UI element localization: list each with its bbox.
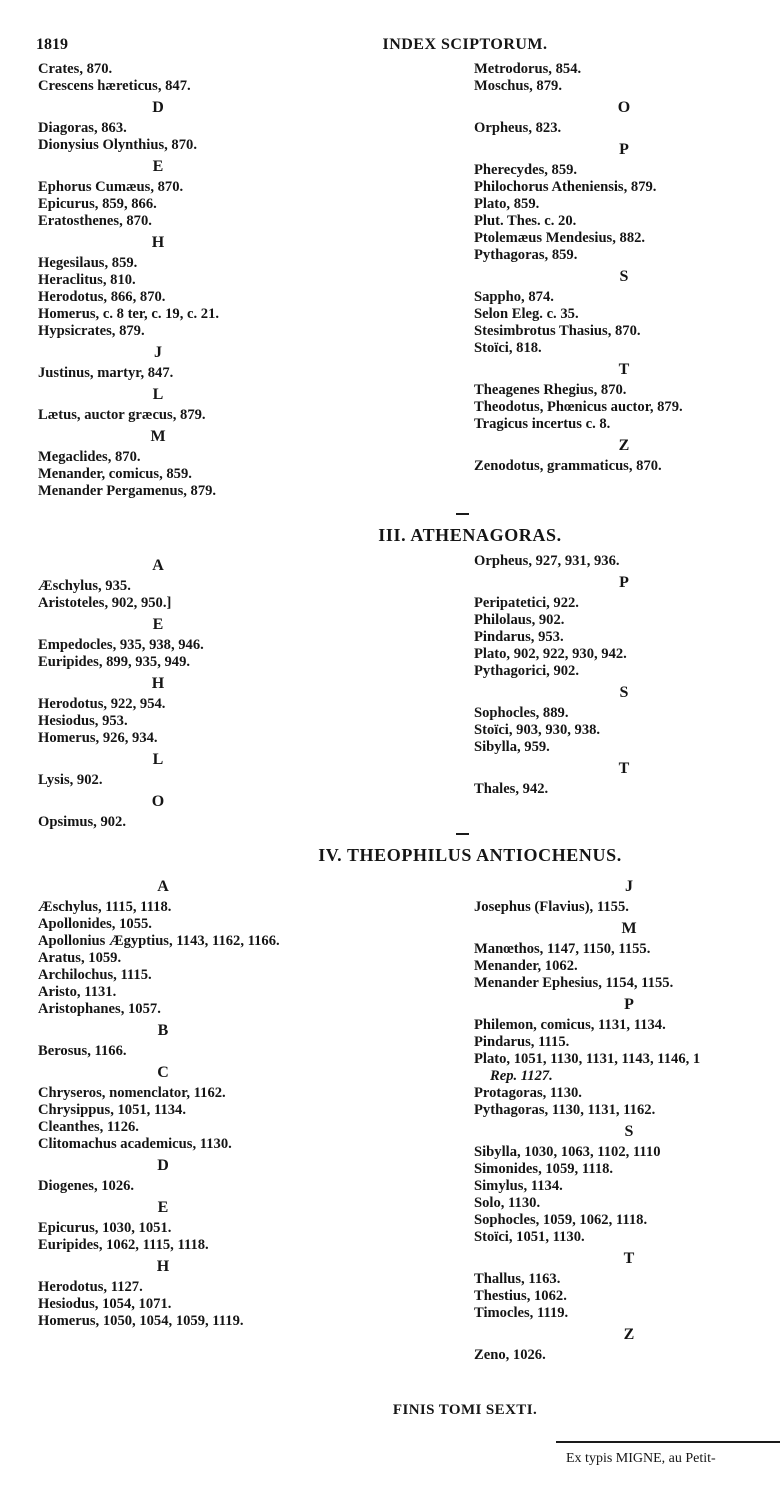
index-entry: Plato, 859. xyxy=(474,196,540,212)
index-entry: Theodotus, Phœnicus auctor, 879. xyxy=(474,399,683,415)
index-entry: Aristo, 1131. xyxy=(38,984,117,1000)
index-entry: Pindarus, 953. xyxy=(474,629,564,645)
index-letter-heading: A xyxy=(157,878,169,895)
index-entry: Herodotus, 866, 870. xyxy=(38,289,166,305)
index-entry: Epicurus, 1030, 1051. xyxy=(38,1220,172,1236)
index-subentry: Rep. 1127. xyxy=(490,1068,553,1084)
index-letter-heading: P xyxy=(624,996,634,1013)
index-letter-heading: E xyxy=(157,1199,169,1216)
section-1-left-column xyxy=(38,61,278,500)
index-entry: Diagoras, 863. xyxy=(38,120,127,136)
index-entry: Ptolemæus Mendesius, 882. xyxy=(474,230,646,246)
index-entry: Aristophanes, 1057. xyxy=(38,1001,161,1017)
index-letter-heading: E xyxy=(152,616,164,633)
index-entry: Euripides, 1062, 1115, 1118. xyxy=(38,1237,209,1253)
index-entry: Stoïci, 818. xyxy=(474,340,542,356)
index-letter-heading: O xyxy=(151,793,165,810)
index-entry: Pindarus, 1115. xyxy=(474,1034,570,1050)
index-letter-heading: S xyxy=(619,268,629,285)
index-letter-heading: M xyxy=(150,428,166,445)
index-entry: Orpheus, 927, 931, 936. xyxy=(474,553,620,569)
index-entry: Menander, comicus, 859. xyxy=(38,466,192,482)
finis-line: FINIS TOMI SEXTI. xyxy=(392,1402,538,1418)
index-entry: Philemon, comicus, 1131, 1134. xyxy=(474,1017,666,1033)
index-entry: Empedocles, 935, 938, 946. xyxy=(38,637,204,653)
index-letter-heading: C xyxy=(157,1064,169,1081)
index-entry: Berosus, 1166. xyxy=(38,1043,127,1059)
index-entry: Herodotus, 1127. xyxy=(38,1279,143,1295)
section-1-right-column xyxy=(474,61,774,475)
index-entry: Stoïci, 903, 930, 938. xyxy=(474,722,601,738)
index-letter-heading: M xyxy=(621,920,637,937)
index-entry: Pherecydes, 859. xyxy=(474,162,578,178)
index-entry: Thestius, 1062. xyxy=(474,1288,567,1304)
index-entry: Sappho, 874. xyxy=(474,289,554,305)
index-entry: Pythagorici, 902. xyxy=(474,663,579,679)
index-entry: Pythagoras, 1130, 1131, 1162. xyxy=(474,1102,656,1118)
index-letter-heading: D xyxy=(152,99,164,116)
index-letter-heading: P xyxy=(619,574,629,591)
index-entry: Opsimus, 902. xyxy=(38,814,126,830)
index-entry: Lætus, auctor græcus, 879. xyxy=(38,407,206,423)
index-entry: Josephus (Flavius), 1155. xyxy=(474,899,629,915)
index-letter-heading: E xyxy=(152,158,164,175)
index-entry: Simylus, 1134. xyxy=(474,1178,563,1194)
index-entry: Philolaus, 902. xyxy=(474,612,565,628)
index-entry: Timocles, 1119. xyxy=(474,1305,569,1321)
index-entry: Megaclides, 870. xyxy=(38,449,141,465)
index-entry: Orpheus, 823. xyxy=(474,120,562,136)
index-entry: Herodotus, 922, 954. xyxy=(38,696,166,712)
index-entry: Apollonius Ægyptius, 1143, 1162, 1166. xyxy=(38,933,280,949)
index-entry: Chrysippus, 1051, 1134. xyxy=(38,1102,187,1118)
printer-imprint: Ex typis MIGNE, au Petit- xyxy=(566,1451,716,1466)
index-letter-heading: L xyxy=(152,751,164,768)
index-entry: Stoïci, 1051, 1130. xyxy=(474,1229,585,1245)
index-entry: Lysis, 902. xyxy=(38,772,103,788)
index-entry: Eratosthenes, 870. xyxy=(38,213,152,229)
index-entry: Philochorus Atheniensis, 879. xyxy=(474,179,657,195)
running-head: INDEX SCIPTORUM. xyxy=(382,36,548,53)
index-letter-heading: Z xyxy=(623,1326,635,1343)
index-letter-heading: P xyxy=(619,141,629,158)
imprint-rule xyxy=(556,1441,780,1443)
index-entry: Aristoteles, 902, 950.] xyxy=(38,595,172,611)
index-entry: Plato, 902, 922, 930, 942. xyxy=(474,646,627,662)
index-entry: Selon Eleg. c. 35. xyxy=(474,306,579,322)
index-entry: Hesiodus, 953. xyxy=(38,713,128,729)
index-entry: Protagoras, 1130. xyxy=(474,1085,582,1101)
index-letter-heading: Z xyxy=(618,437,630,454)
section-2-right-column xyxy=(474,553,774,798)
index-entry: Homerus, c. 8 ter, c. 19, c. 21. xyxy=(38,306,220,322)
index-entry: Menander Pergamenus, 879. xyxy=(38,483,217,499)
index-entry: Sibylla, 1030, 1063, 1102, 1110 xyxy=(474,1144,661,1160)
index-letter-heading: A xyxy=(152,557,164,574)
index-entry: Crescens hæreticus, 847. xyxy=(38,78,191,94)
index-letter-heading: T xyxy=(618,760,630,777)
index-entry: Thales, 942. xyxy=(474,781,549,797)
index-letter-heading: L xyxy=(152,386,164,403)
section-divider xyxy=(456,513,469,515)
section-heading-athenagoras: III. ATHENAGORAS. xyxy=(378,525,562,545)
section-heading-theophilus: IV. THEOPHILUS ANTIOCHENUS. xyxy=(318,845,622,865)
index-entry: Tragicus incertus c. 8. xyxy=(474,416,611,432)
index-entry: Zenodotus, grammaticus, 870. xyxy=(474,458,662,474)
page-number: 1819 xyxy=(36,36,68,53)
index-entry: Thallus, 1163. xyxy=(474,1271,561,1287)
index-entry: Ephorus Cumæus, 870. xyxy=(38,179,184,195)
index-entry: Euripides, 899, 935, 949. xyxy=(38,654,191,670)
index-entry: Hypsicrates, 879. xyxy=(38,323,145,339)
index-entry: Crates, 870. xyxy=(38,61,113,77)
section-3-left-column xyxy=(38,874,288,1330)
index-entry: Theagenes Rhegius, 870. xyxy=(474,382,627,398)
index-entry: Archilochus, 1115. xyxy=(38,967,152,983)
index-entry: Simonides, 1059, 1118. xyxy=(474,1161,614,1177)
index-entry: Æschylus, 1115, 1118. xyxy=(38,899,172,915)
section-3-right-column xyxy=(474,874,780,1364)
index-letter-heading: J xyxy=(625,878,633,895)
index-entry: Menander, 1062. xyxy=(474,958,578,974)
index-entry: Homerus, 926, 934. xyxy=(38,730,158,746)
index-entry: Clitomachus academicus, 1130. xyxy=(38,1136,232,1152)
index-entry: Chryseros, nomenclator, 1162. xyxy=(38,1085,226,1101)
index-letter-heading: B xyxy=(157,1022,169,1039)
index-entry: Sibylla, 959. xyxy=(474,739,550,755)
index-entry: Solo, 1130. xyxy=(474,1195,541,1211)
index-entry: Dionysius Olynthius, 870. xyxy=(38,137,197,153)
index-entry: Stesimbrotus Thasius, 870. xyxy=(474,323,641,339)
index-entry: Homerus, 1050, 1054, 1059, 1119. xyxy=(38,1313,244,1329)
index-entry: Hesiodus, 1054, 1071. xyxy=(38,1296,172,1312)
index-entry: Peripatetici, 922. xyxy=(474,595,579,611)
index-letter-heading: H xyxy=(151,675,165,692)
index-entry: Metrodorus, 854. xyxy=(474,61,582,77)
index-entry: Sophocles, 889. xyxy=(474,705,569,721)
index-letter-heading: S xyxy=(619,684,629,701)
index-entry: Apollonides, 1055. xyxy=(38,916,152,932)
index-letter-heading: T xyxy=(623,1250,635,1267)
index-entry: Heraclitus, 810. xyxy=(38,272,136,288)
index-entry: Plato, 1051, 1130, 1131, 1143, 1146, 1 xyxy=(474,1051,701,1067)
index-entry: Pythagoras, 859. xyxy=(474,247,578,263)
index-letter-heading: H xyxy=(151,234,165,251)
index-letter-heading: H xyxy=(156,1258,170,1275)
index-letter-heading: O xyxy=(617,99,631,116)
index-entry: Justinus, martyr, 847. xyxy=(38,365,174,381)
index-entry: Epicurus, 859, 866. xyxy=(38,196,157,212)
index-entry: Sophocles, 1059, 1062, 1118. xyxy=(474,1212,648,1228)
section-divider xyxy=(456,833,469,835)
index-letter-heading: D xyxy=(157,1157,169,1174)
index-entry: Zeno, 1026. xyxy=(474,1347,546,1363)
index-letter-heading: J xyxy=(154,344,162,361)
index-entry: Æschylus, 935. xyxy=(38,578,131,594)
section-2-left-column xyxy=(38,553,278,831)
index-entry: Menander Ephesius, 1154, 1155. xyxy=(474,975,674,991)
index-entry: Aratus, 1059. xyxy=(38,950,122,966)
index-letter-heading: S xyxy=(624,1123,634,1140)
index-entry: Moschus, 879. xyxy=(474,78,562,94)
index-entry: Cleanthes, 1126. xyxy=(38,1119,139,1135)
index-entry: Manœthos, 1147, 1150, 1155. xyxy=(474,941,651,957)
index-entry: Diogenes, 1026. xyxy=(38,1178,135,1194)
index-letter-heading: T xyxy=(618,361,630,378)
index-entry: Plut. Thes. c. 20. xyxy=(474,213,577,229)
index-entry: Hegesilaus, 859. xyxy=(38,255,138,271)
